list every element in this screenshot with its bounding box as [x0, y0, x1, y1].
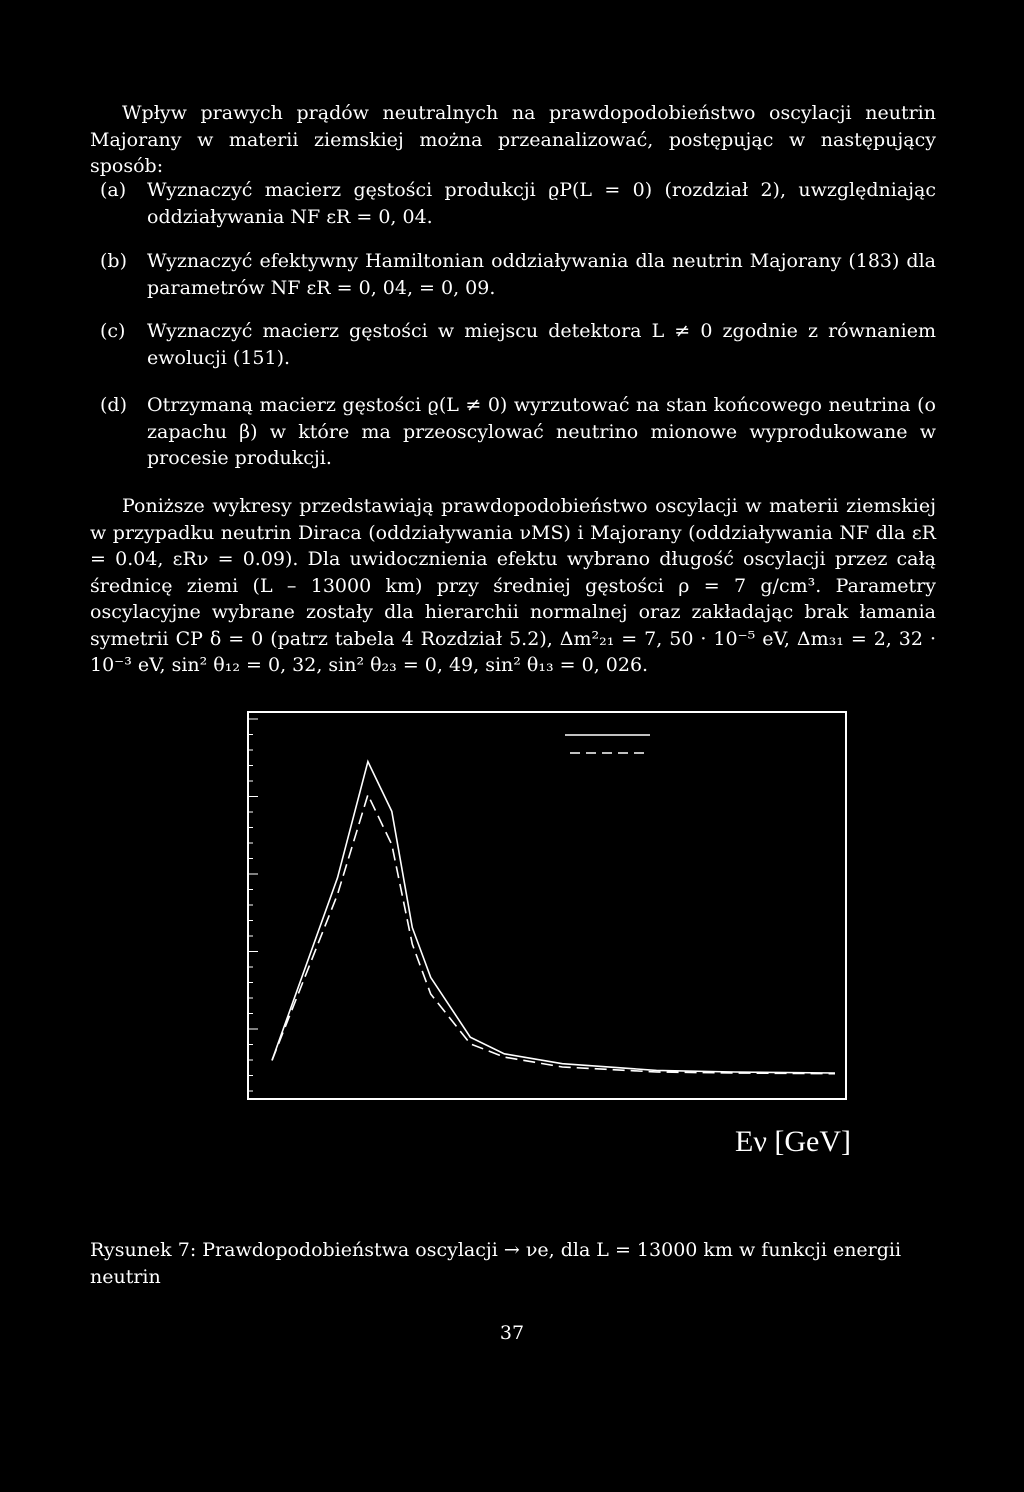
results-paragraph: Poniższe wykresy przedstawiają prawdopodobieństwo oscylacji w materii ziemskiej w przypadku neutrin Diraca (oddziaływania νMS) i Majorany (oddziaływania NF dla εR = 0.04, εRν = 0.09). Dla uwidocznienia efektu wybrano długość oscylacji przez całą średnicę ziemi (L – 13000 km) przy średniej gęstości ρ = 7 g/cm³. Parametry oscylacyjne wybrane zostały dla hierarchii normalnej oraz zakładając brak łamania symetrii CP δ = 0 (patrz tabela 4 Rozdział 5.2), Δm²₂₁ = 7, 50 · 10⁻⁵ eV, Δm₃₁ = 2, 32 · 10⁻³ eV, sin² θ₁₂ = 0, 32, sin² θ₂₃ = 0, 49, sin² θ₁₃ = 0, 026.: [90, 495, 936, 676]
list-item-text: Otrzymaną macierz gęstości ϱ(L ≠ 0) wyrzutować na stan końcowego neutrina (o zapachu β) w które ma przeoscylować neutrino mionowe wyprodukowane w procesie produkcji.: [147, 394, 936, 469]
list-item-label: (c): [100, 320, 126, 342]
list-item-label: (b): [100, 250, 127, 272]
figure-caption: Rysunek 7: Prawdopodobieństwa oscylacji → νe, dla L = 13000 km w funkcji energii neutrin: [90, 1239, 902, 1288]
intro-paragraph: Wpływ prawych prądów neutralnych na prawdopodobieństwo oscylacji neutrin Majorany w materii ziemskiej można przeanalizować, postępując w następujący sposób:: [90, 102, 936, 177]
page-number: 37: [499, 1322, 525, 1344]
list-item-d: [100, 392, 936, 472]
list-item-label: (a): [100, 179, 127, 201]
list-item-text: Wyznaczyć macierz gęstości produkcji ϱP(L = 0) (rozdział 2), uwzględniając oddziaływania NF εR = 0, 04.: [147, 179, 936, 228]
list-item-c: [100, 318, 936, 371]
list-item-text: Wyznaczyć efektywny Hamiltonian oddziaływania dla neutrin Majorany (183) dla parametrów NF εR = 0, 04, = 0, 09.: [147, 250, 936, 299]
x-axis-label: Eν [GeV]: [735, 1125, 852, 1158]
series-line-dashed: [272, 795, 835, 1074]
list-item-a: [100, 177, 936, 230]
plot-frame: [248, 712, 846, 1099]
list-item-b: [100, 248, 936, 301]
list-item-text: Wyznaczyć macierz gęstości w miejscu detektora L ≠ 0 zgodnie z równaniem ewolucji (151).: [147, 320, 936, 369]
probability-chart: [240, 705, 852, 1111]
series-line-solid: [272, 762, 835, 1073]
list-item-label: (d): [100, 394, 127, 416]
